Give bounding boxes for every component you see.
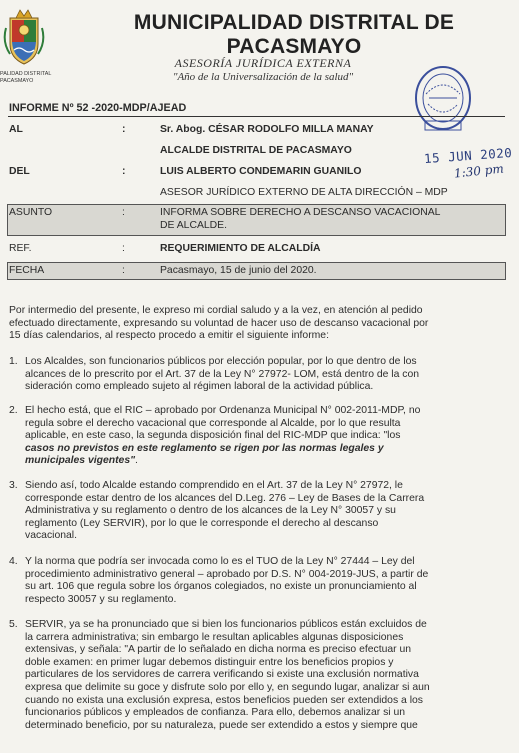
item-line: Los Alcaldes, son funcionarios públicos por elección popular, por lo que dentro de los — [25, 356, 417, 367]
item-line: reglamento (Ley SERVIR), por lo que le corresponde el derecho al descanso — [25, 517, 379, 529]
del-label: DEL — [9, 166, 30, 177]
item-1-paragraph — [25, 356, 511, 394]
document-motto: "Año de la Universalización de la salud" — [172, 71, 354, 83]
logo-caption — [0, 71, 60, 85]
informe-divider — [8, 116, 505, 117]
document-subtitle: ASESORÍA JURÍDICA EXTERNA — [174, 56, 352, 70]
item-3-paragraph — [25, 480, 511, 543]
item-bold-quote-line: municipales vigentes" — [25, 455, 136, 467]
item-number: 2. — [9, 405, 18, 416]
informe-number: INFORME Nº 52 -2020-MDP/AJEAD — [9, 102, 187, 114]
item-line: particulares de los servidores de carrera verificando si existe una exclusión normativa — [25, 669, 419, 681]
al-name: Sr. Abog. CÉSAR RODOLFO MILLA MANAY — [160, 124, 374, 135]
ref-colon: : — [122, 243, 125, 254]
al-label: AL — [9, 124, 23, 135]
asunto-line-2: DE ALCALDE. — [160, 220, 227, 231]
item-line: aplicable, en este caso, la segunda disposición final del RIC-MDP que indica: "los — [25, 430, 401, 442]
item-line: corresponde estar dentro de los alcances del D.Leg. 276 – Ley de Bases de la Carrera — [25, 492, 425, 504]
item-number: 4. — [9, 556, 18, 567]
item-line: vacacional. — [25, 530, 77, 542]
al-colon: : — [122, 124, 126, 135]
ref-value: REQUERIMIENTO DE ALCALDÍA — [160, 243, 321, 254]
del-role: ASESOR JURÍDICO EXTERNO DE ALTA DIRECCIÓN – MDP — [160, 187, 448, 198]
del-name: LUIS ALBERTO CONDEMARIN GUANILO — [160, 166, 362, 177]
fecha-colon: : — [122, 265, 125, 276]
asunto-label: ASUNTO — [9, 207, 53, 218]
item-line: Siendo así, todo Alcalde estando comprendido en el Art. 37 de la Ley N° 27972, le — [25, 480, 403, 491]
fecha-label: FECHA — [9, 265, 45, 276]
item-line: su art. 106 que regula sobre los órganos colegiados, no existe un pronunciamiento al — [25, 581, 417, 593]
item-number: 5. — [9, 619, 18, 630]
logo-caption-line-2: PACASMAYO — [0, 78, 34, 84]
item-line: determinado beneficio, por su naturaleza, puede ser extendido a estos y siempre que — [25, 719, 418, 731]
intro-line: Por intermedio del presente, le expreso mi cordial saludo y a la vez, en atención al pedido — [9, 305, 423, 316]
asunto-line-1: INFORMA SOBRE DERECHO A DESCANSO VACACIONAL — [160, 207, 441, 218]
ref-label: REF. — [9, 243, 32, 254]
al-role: ALCALDE DISTRITAL DE PACASMAYO — [160, 145, 352, 156]
document-title: MUNICIPALIDAD DISTRITAL DE PACASMAYO — [133, 11, 455, 58]
item-line: cuando no exista una exclusión expresa, estos beneficios pueden ser extendidos a los — [25, 694, 423, 706]
item-line: regula sobre el derecho vacacional que corresponde al Alcalde, por lo que resulta — [25, 417, 401, 429]
item-bold-quote-end: . — [135, 455, 138, 467]
item-line: sideración como empleado sujeto al régimen laboral de la actividad pública. — [25, 381, 374, 393]
asunto-colon: : — [122, 207, 125, 218]
intro-paragraph — [9, 305, 509, 343]
logo-caption-line-1: PALIDAD DISTRITAL — [0, 71, 52, 77]
item-number: 3. — [9, 480, 18, 491]
item-line: Y la norma que podría ser invocada como lo es el TUO de la Ley N° 27444 – Ley del — [25, 556, 415, 567]
reception-seal-stamp — [412, 64, 474, 136]
item-5-paragraph — [25, 619, 511, 732]
intro-line: efectuado directamente, expresando su voluntad de hacer uso de descanso vacacional por — [9, 317, 429, 329]
fecha-value: Pacasmayo, 15 de junio del 2020. — [160, 265, 317, 276]
item-line: expresa que delimite su goce y disfrute solo por ello y, en segundo lugar, analizar si aun — [25, 681, 430, 693]
stamp-date: 15 JUN 2020 — [423, 144, 513, 167]
item-line: Administrativa y su reglamento o dentro de los alcances de la Ley N° 30057 y su — [25, 505, 396, 517]
municipal-coat-of-arms-logo — [2, 8, 46, 70]
item-bold-quote-line: casos no previstos en este reglamento se rigen por las normas legales y — [25, 442, 384, 454]
item-line: alcances de lo prescrito por el Art. 37 de la Ley N° 27972- LOM, está dentro de la con — [25, 368, 420, 380]
item-line: SERVIR, ya se ha pronunciado que si bien los funcionarios públicos están excluidos de — [25, 619, 427, 630]
item-line: funcionarios públicos y empleados de confianza. Para ello, debemos analizar si un — [25, 707, 406, 719]
item-line: procedimiento administrativo general – aprobado por D.S. N° 004-2019-JUS, a partir de — [25, 568, 429, 580]
item-number: 1. — [9, 356, 18, 367]
item-2-paragraph — [25, 405, 511, 468]
item-line: extensivas, y señala: "A partir de lo señalado en dicha norma es preciso efectuar un — [25, 644, 412, 656]
stamp-time: 1:30 pm — [453, 161, 505, 181]
item-line: la carrera administrativa; sin embargo le resultan aplicables algunas disposiciones — [25, 631, 404, 643]
item-line: doble examen: en primer lugar debemos distinguir entre los beneficios propios y — [25, 656, 394, 668]
item-4-paragraph — [25, 556, 511, 606]
item-line: respecto 30057 y su reglamento. — [25, 593, 177, 605]
intro-line: 15 días calendarios, al respecto procedo a emitir el siguiente informe: — [9, 330, 329, 342]
del-colon: : — [122, 166, 126, 177]
item-line: El hecho está, que el RIC – aprobado por Ordenanza Municipal N° 002-2011-MDP, no — [25, 405, 421, 416]
